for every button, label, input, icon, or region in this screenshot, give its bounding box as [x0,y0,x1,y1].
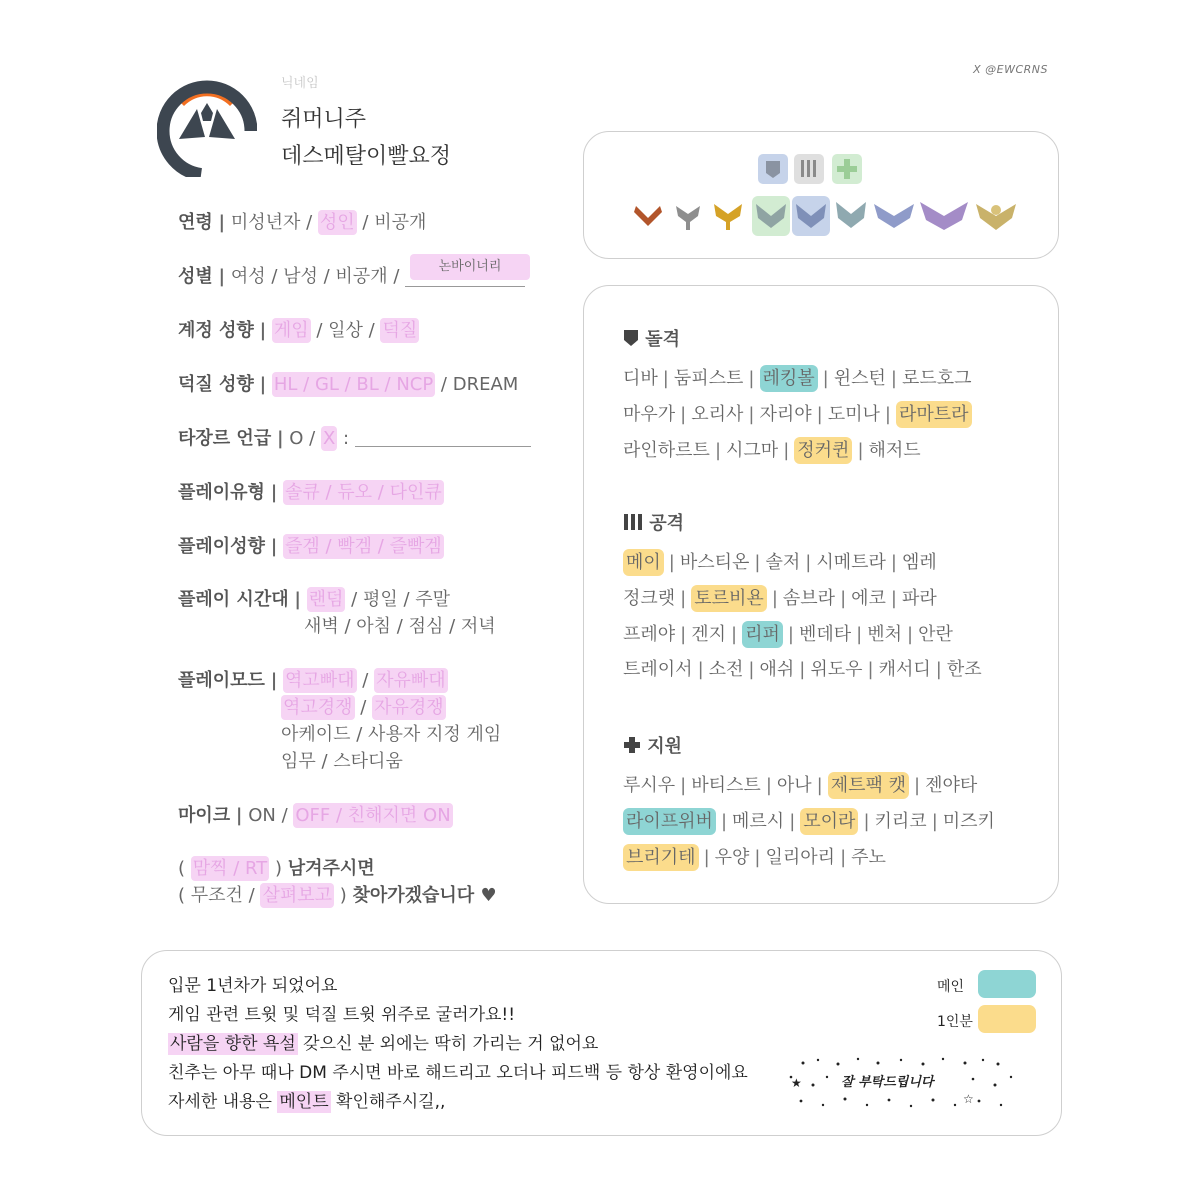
rank-box [583,131,1059,259]
gender-private: 비공개 [335,266,388,287]
support-row2: 라이프위버 | 메르시 | 모이라 | 키리코 | 미즈키 [623,807,995,833]
hero-item: 한조 [946,659,982,680]
damage-row4: 트레이서 | 소전 | 애쉬 | 위도우 | 캐서디 | 한조 [623,659,982,680]
hero-item-main: 레킹볼 [760,365,818,392]
author-credit: X @EWCRNS [973,63,1048,76]
play-mode-line4: 임무 / 스타디움 [281,751,403,772]
hero-item: 애쉬 [759,659,795,680]
damage-row2: 정크랫 | 토르비욘 | 솜브라 | 에코 | 파라 [623,584,937,610]
fandom-dream: DREAM [452,374,519,395]
follow-like-rt: 맘찍 / RT [192,858,268,879]
master-rank-icon [836,202,866,228]
damage-row3: 프레야 | 겐지 | 리퍼 | 벤데타 | 벤처 | 안란 [623,620,953,646]
account-fandom: 덕질 [382,320,418,341]
hero-item: 엠레 [902,552,937,573]
hero-item: 안란 [918,624,953,645]
genre-mention-x: X [322,428,336,449]
genre-mention-row: 타장르 언급 | O / X : [178,424,531,450]
gender-row: 성별 | 여성 / 남성 / 비공개 / [178,262,525,288]
support-icon [623,736,641,754]
mic-on: ON [248,805,276,826]
hero-item: 오리사 [691,404,744,425]
hero-item: 키리코 [874,811,927,832]
hero-item: 시그마 [726,440,779,461]
gender-custom-value: 논바이너리 [410,254,530,280]
mic-row: 마이크 | ON / OFF / 친해지면 ON [178,805,451,826]
hero-item: 둠피스트 [673,368,744,389]
play-mode-2: 자유빠대 [376,670,446,691]
age-row: 연령 | 미성년자 / 성인 / 비공개 [178,212,427,233]
svg-text:★: ★ [791,1076,802,1090]
play-mode-3: 역고경쟁 [283,697,353,718]
hero-item: 벤데타 [798,624,852,645]
hero-item: 에코 [851,588,886,609]
account-daily: 일상 [328,320,363,341]
follow-line1: ( 맘찍 / RT ) 남겨주시면 [178,858,375,879]
intro-highlight-abuse: 사람을 향한 욕설 [170,1034,296,1054]
play-time-label: 플레이 시간대 [178,589,289,610]
nickname-label: 닉네임 [281,76,319,91]
tank-row1: 디바 | 둠피스트 | 레킹볼 | 윈스턴 | 로드호그 [623,364,972,390]
genre-mention-label: 타장르 언급 [178,428,272,449]
gender-male: 남성 [283,266,318,287]
support-row3: 브리기테 | 우양 | 일리아리 | 주노 [623,843,886,869]
intro-line5 [168,1087,445,1112]
follow-tail1: 남겨주시면 [287,858,375,879]
follow-line2: ( 무조건 / 살펴보고 ) 찾아가겠습니다 ♥ [178,885,497,906]
hero-item: 메르시 [732,811,785,832]
hero-item: 바티스트 [691,775,761,796]
role-icons [758,154,868,186]
follow-always: 무조건 [190,885,243,906]
hero-item: 캐서디 [878,659,931,680]
tank-title: 돌격 [645,329,681,350]
nickname-line2: 데스메탈이빨요정 [281,144,452,169]
fandom-label: 덕질 성향 [178,374,254,395]
play-time-days: 평일 / 주말 [362,589,451,610]
hero-item-oneperson: 정커퀸 [794,437,852,464]
age-minor: 미성년자 [230,212,301,233]
legend-main-label: 메인 [937,979,965,995]
play-time-row: 플레이 시간대 | 랜덤 / 평일 / 주말 [178,589,451,610]
hero-item: 솜브라 [782,588,836,609]
hero-item: 겐지 [691,624,727,645]
intro-highlight-main-tweet: 메인트 [279,1092,329,1112]
intro-line3 [168,1029,598,1054]
hero-item: 미즈키 [942,811,995,832]
overwatch-logo [157,73,257,177]
hero-item: 해저드 [868,440,921,461]
hero-item-main: 리퍼 [742,621,783,648]
mic-label: 마이크 [178,805,231,826]
top500-rank-icon [976,204,1016,230]
hero-item: 솔저 [765,552,801,573]
damage-icon [801,160,804,177]
play-style-value: 즐겜 / 빡겜 / 즐빡겜 [285,536,442,557]
play-type-label: 플레이유형 [178,482,265,503]
hero-item-oneperson: 메이 [623,549,664,576]
play-mode-label: 플레이모드 [178,670,265,691]
hero-item: 아나 [776,775,812,796]
rank-badges [628,196,1024,238]
hero-item: 젠야타 [925,775,978,796]
hero-item: 소전 [708,659,744,680]
hero-item: 위도우 [810,659,863,680]
follow-check: 살펴보고 [262,885,332,906]
gender-label: 성별 [178,266,213,287]
legend-one-swatch [978,1005,1036,1033]
play-mode-row: 플레이모드 | 역고빠대 / 자유빠대 [178,670,446,691]
hero-item: 파라 [902,588,937,609]
play-time-slots: 새벽 / 아침 / 점심 / 저녁 [304,616,496,637]
hero-item: 시메트라 [816,552,886,573]
gender-female: 여성 [230,266,266,287]
damage-heading [623,509,684,535]
play-mode-1: 역고빠대 [285,670,355,691]
intro-line2: 게임 관련 트윗 및 덕질 트윗 위주로 굴러가요!! [168,1005,516,1025]
hero-item: 라인하르트 [623,440,710,461]
silver-rank-icon [676,206,700,230]
support-title: 지원 [647,736,683,757]
intro-line5-tail: 확인해주시길,, [336,1092,446,1112]
hero-item: 바스티온 [679,552,750,573]
hero-item-oneperson: 모이라 [800,808,858,835]
play-style-label: 플레이성향 [178,536,265,557]
support-heading [623,732,682,758]
tank-heading [623,325,680,351]
hero-item: 프레야 [623,624,676,645]
bronze-rank-icon [634,206,662,226]
grandmaster-rank-icon [874,204,914,228]
tank-row3: 라인하르트 | 시그마 | 정커퀸 | 해저드 [623,436,921,462]
tank-row2: 마우가 | 오리사 | 자리야 | 도미나 | 라마트라 [623,400,972,426]
hero-item: 윈스턴 [833,368,886,389]
hero-item: 정크랫 [623,588,676,609]
support-row1: 루시우 | 바티스트 | 아나 | 제트팩 캣 | 젠야타 [623,771,977,797]
hero-item: 일리아리 [765,847,836,868]
age-private: 비공개 [374,212,427,233]
damage-title: 공격 [649,513,685,534]
legend-one-label: 1인분 [937,1014,973,1030]
tank-icon [623,329,639,347]
hero-item: 로드호그 [902,368,972,389]
hero-item-oneperson: 제트팩 캣 [828,772,909,799]
nickname-line1: 쥐머니주 [281,107,367,132]
age-adult: 성인 [319,212,355,233]
play-time-random: 랜덤 [308,589,344,610]
hero-item-oneperson: 라마트라 [896,401,972,428]
intro-line3-tail: 갖으신 분 외에는 딱히 가리는 거 없어요 [303,1034,599,1054]
play-mode-line2: 역고경쟁 / 자유경쟁 [283,697,444,718]
hero-item-oneperson: 브리기테 [623,844,699,871]
gold-rank-icon [714,204,742,230]
hero-item: 우양 [714,847,750,868]
please-text: 잘 부탁드립니다 [841,1075,934,1090]
account-game: 게임 [273,320,309,341]
hero-item: 루시우 [623,775,676,796]
fandom-row: 덕질 성향 | HL / GL / BL / NCP / DREAM [178,374,519,395]
play-type-row: 플레이유형 | 솔큐 / 듀오 / 다인큐 [178,482,442,503]
follow-tail2: 찾아가겠습니다 ♥ [352,885,497,906]
hero-item: 주노 [851,847,886,868]
play-mode-4: 자유경쟁 [374,697,444,718]
genre-mention-o: O [289,428,304,449]
please-stamp [783,1055,1019,1111]
mic-off: OFF / 친해지면 ON [295,805,451,826]
hero-item: 디바 [623,368,658,389]
genre-mention-field [355,432,531,447]
damage-row1: 메이 | 바스티온 | 솔저 | 시메트라 | 엠레 [623,548,937,574]
intro-line5-a: 자세한 내용은 [168,1092,272,1112]
fandom-ships: HL / GL / BL / NCP [273,374,434,395]
hero-item-oneperson: 토르비욘 [691,585,767,612]
hero-item: 트레이서 [623,659,693,680]
account-label: 계정 성향 [178,320,254,341]
champion-rank-icon [920,202,968,230]
intro-line1: 입문 1년차가 되었어요 [168,976,338,996]
age-label: 연령 [178,212,213,233]
legend-main-swatch [978,970,1036,998]
play-mode-line3: 아케이드 / 사용자 지정 게임 [281,724,502,745]
damage-icon [623,513,643,531]
play-type-value: 솔큐 / 듀오 / 다인큐 [285,482,442,503]
account-row: 계정 성향 | 게임 / 일상 / 덕질 [178,320,418,341]
intro-line4: 친추는 아무 때나 DM 주시면 바로 해드리고 오더나 피드백 등 항상 환영이에요 [168,1063,748,1083]
hero-item: 도미나 [827,404,880,425]
svg-text:☆: ☆ [963,1092,974,1106]
play-style-row: 플레이성향 | 즐겜 / 빡겜 / 즐빡겜 [178,536,442,557]
hero-item-main: 라이프위버 [623,808,716,835]
hero-item: 자리야 [759,404,812,425]
hero-item: 벤처 [867,624,902,645]
hero-item: 마우가 [623,404,676,425]
